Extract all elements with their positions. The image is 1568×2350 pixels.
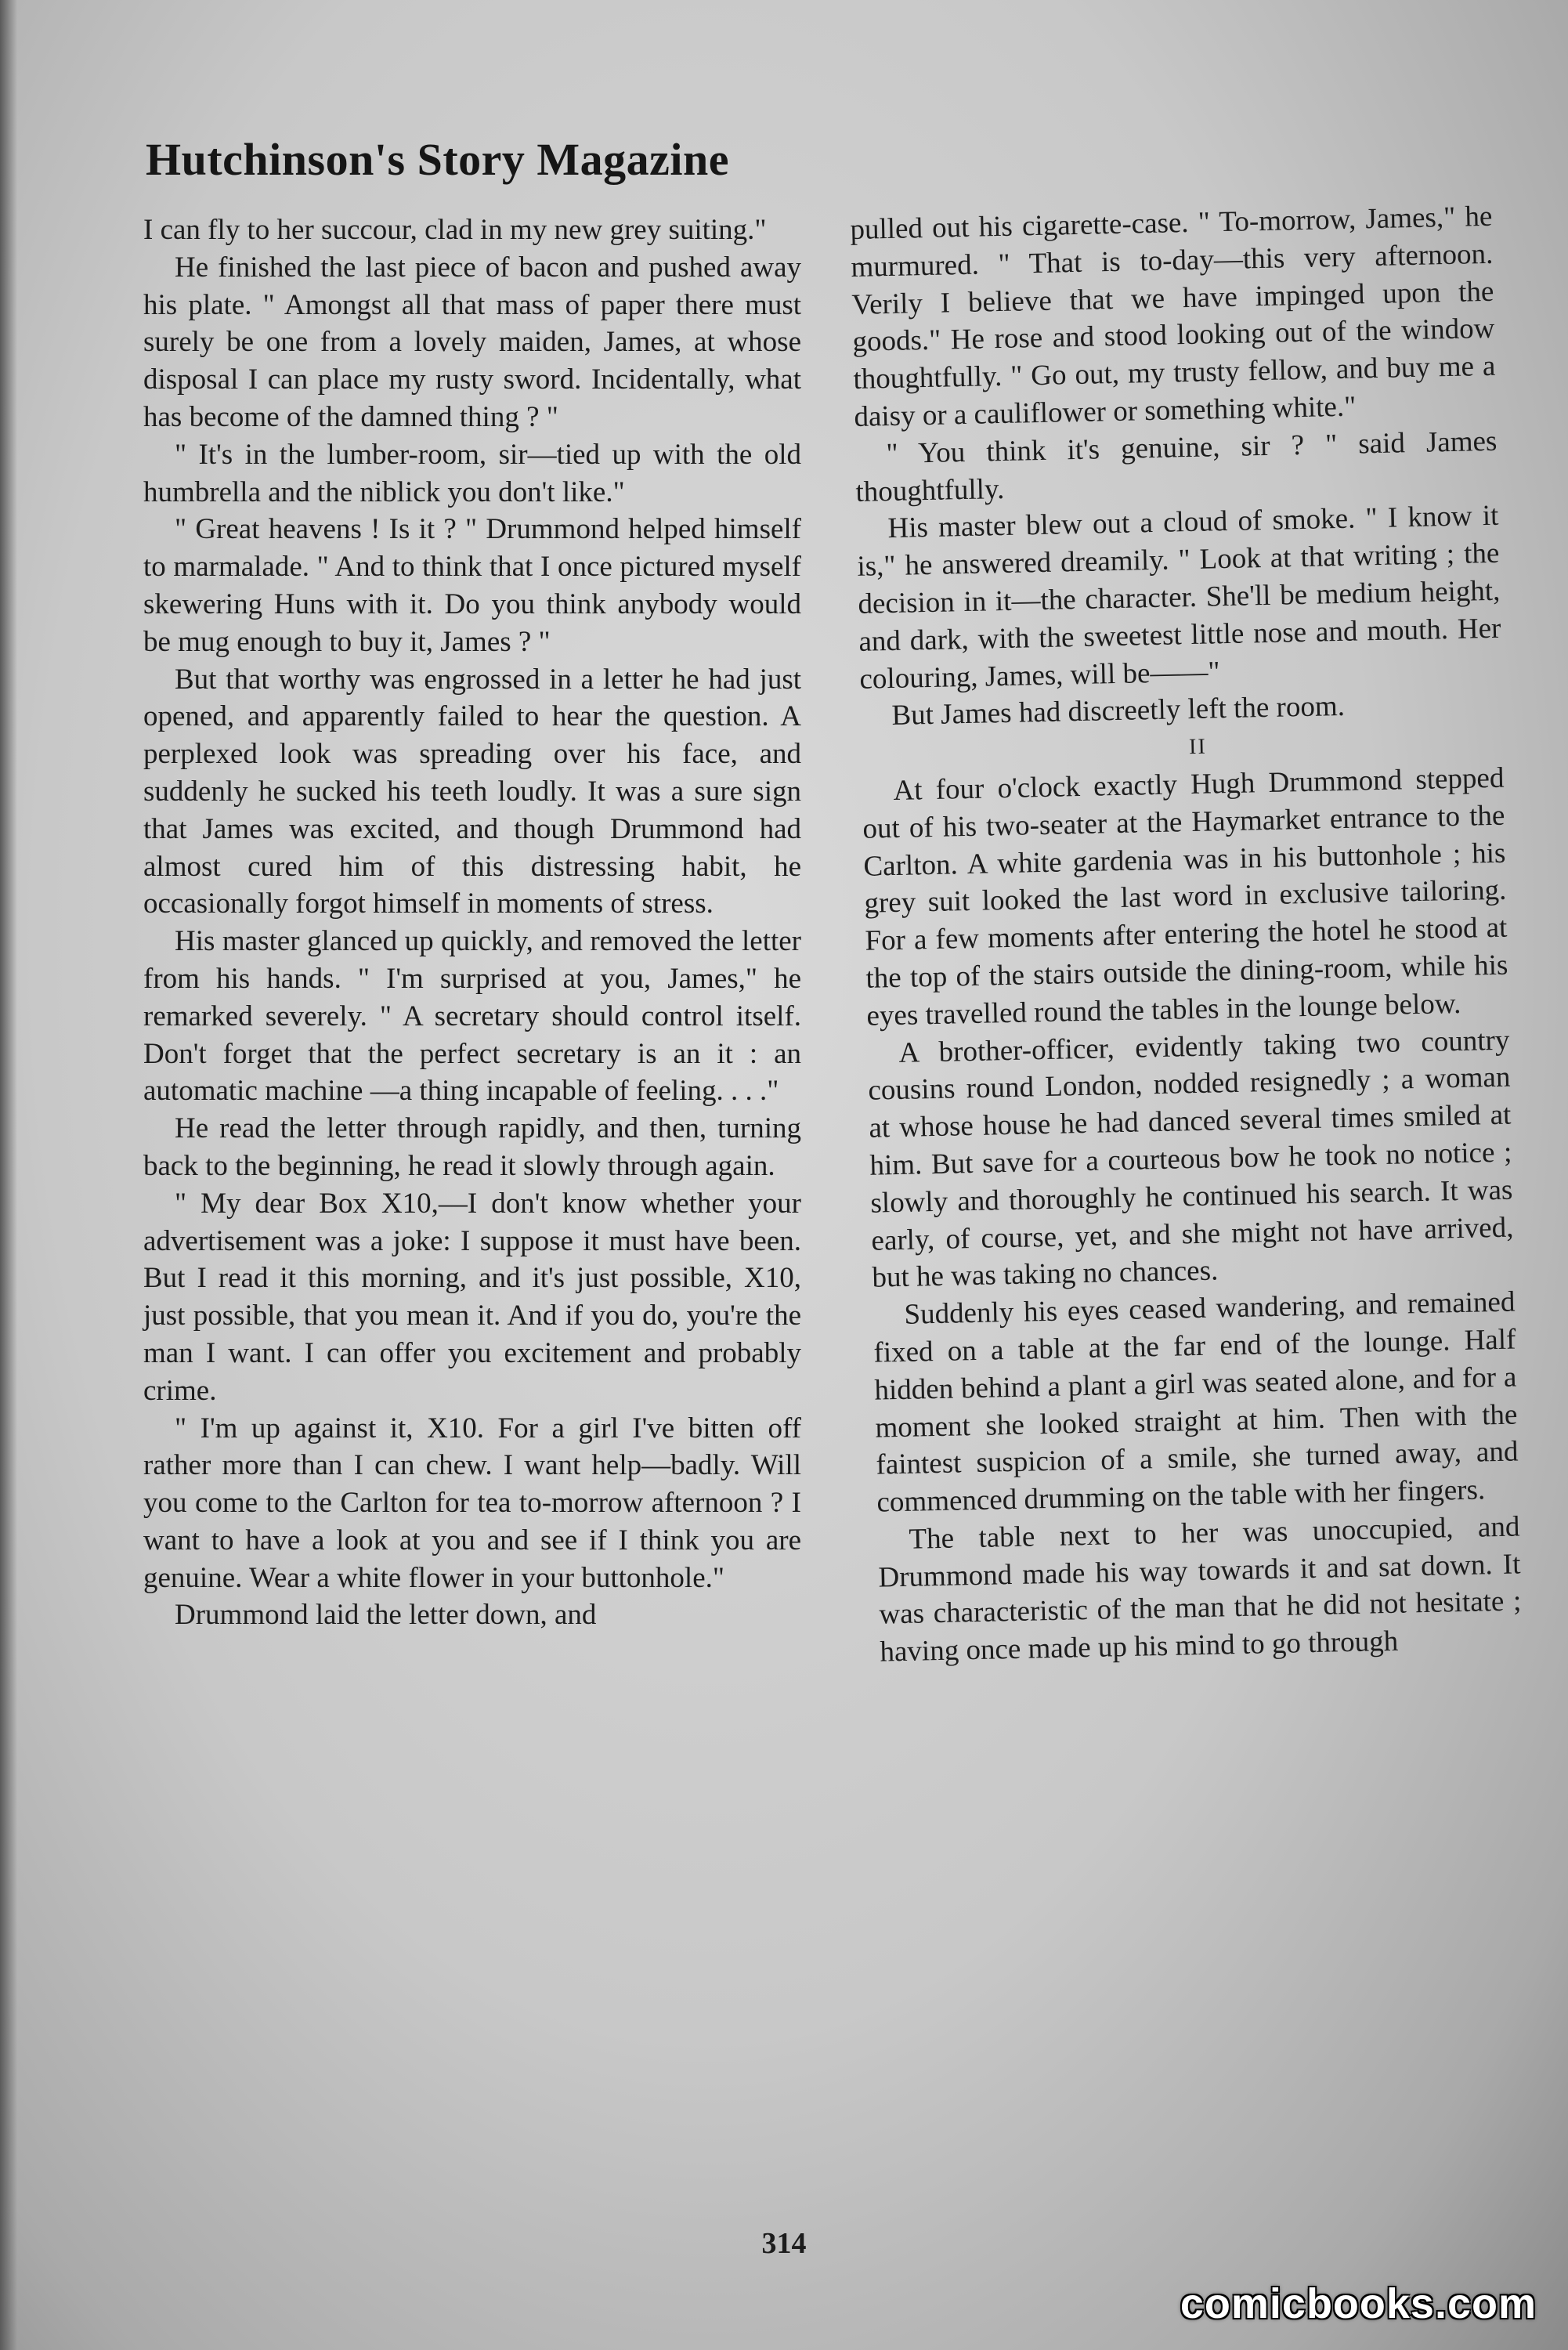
right-column xyxy=(850,198,1523,1672)
paragraph: His master glanced up quickly, and removed the letter from his hands. " I'm surprised at you, James," he remarked severely. " A secretary should control itself. Don't forget that the perfect secretary is an it : an automatic machine —a thing incapable of feeling. . . ." xyxy=(143,925,801,1108)
paragraph: The table next to her was unoccupied, and Drummond made his way towards it and sat down. It was characteristic of the man that he did not hesitate ; having once made up his mind to go through xyxy=(878,1510,1522,1668)
paragraph: At four o'clock exactly Hugh Drummond stepped out of his two-seater at the Haymarket entrance to the Carlton. A white gardenia was in his buttonhole ; his grey suit looked the last word in exclusive tailoring. For a few moments after entering the hotel he stood at the top of the stairs outside the dining-room, while his eyes travelled round the tables in the lounge below. xyxy=(862,761,1508,1032)
watermark: comicbooks.com xyxy=(1180,2280,1537,2327)
running-header: Hutchinson's Story Magazine xyxy=(146,134,729,185)
paragraph: " It's in the lumber-room, sir—tied up with the old humbrella and the niblick you don't like." xyxy=(143,438,801,508)
page-number: 314 xyxy=(761,2227,807,2260)
paragraph: But James had discreetly left the room. xyxy=(891,690,1346,732)
paragraph: His master blew out a cloud of smoke. " I know it is," he answered dreamily. " Look at that writing ; the decision in it—the character. She'll be medium height, and dark, with the sweetest little nose and mouth. Her colouring, James, will be——" xyxy=(857,500,1501,696)
page-edge-shadow xyxy=(0,0,17,2350)
paragraph: " My dear Box X10,—I don't know whether your advertisement was a joke: I suppose it must have been. But I read it this morning, and it's just possible, X10, just possible, that you mean it. And if you do, you're the man I want. I can offer you excitement and probably crime. xyxy=(143,1187,801,1407)
left-column xyxy=(143,212,801,1634)
section-number: II xyxy=(1188,734,1208,760)
paragraph: Drummond laid the letter down, and xyxy=(175,1599,597,1632)
paragraph: pulled out his cigarette-case. " To-morrow, James," he murmured. " That is to-day—this very afternoon. Verily I believe that we have impinged upon the goods." He rose and stood looking out of the window thoughtfully. " Go out, my trusty fellow, and buy me a daisy or a cauliflower or something white." xyxy=(850,200,1496,433)
paragraph: A brother-officer, evidently taking two country cousins round London, nodded resignedly ; a woman at whose house he had danced several times smiled at him. But save for a courteous bow he took no notice ; slowly and thoroughly he continued his search. It was early, of course, yet, and she might not have arrived, but he was taking no chances. xyxy=(868,1024,1514,1295)
paragraph: " You think it's genuine, sir ? " said James thoughtfully. xyxy=(855,425,1498,508)
paragraph: He finished the last piece of bacon and pushed away his plate. " Amongst all that mass of paper there must surely be one from a lovely maiden, James, at whose disposal I can place my rusty sword. Incidentally, what has become of the damned thing ? " xyxy=(143,251,801,433)
paragraph: " I'm up against it, X10. For a girl I've bitten off rather more than I can chew. I want help—badly. Will you come to the Carlton for tea to-morrow afternoon ? I want to have a look at you and see if I think you are genuine. Wear a white flower in your buttonhole." xyxy=(143,1412,801,1594)
paragraph: " Great heavens ! Is it ? " Drummond helped himself to marmalade. " And to think that I once pictured myself skewering Huns with it. Do you think anybody would be mug enough to buy it, James ? " xyxy=(143,513,801,658)
paragraph: He read the letter through rapidly, and then, turning back to the beginning, he read it slowly through again. xyxy=(143,1112,801,1182)
paragraph: I can fly to her succour, clad in my new grey suiting." xyxy=(143,214,767,246)
paragraph: But that worthy was engrossed in a letter he had just opened, and apparently failed to hear the question. A perplexed look was spreading over his face, and suddenly he sucked his teeth loudly. It was a sure sign that James was excited, and though Drummond had almost cured him of this distressing habit, he occasionally forgot himself in moments of stress. xyxy=(143,663,801,920)
paragraph: Suddenly his eyes ceased wandering, and remained fixed on a table at the far end of the lounge. Half hidden behind a plant a girl was seated alone, and for a moment she looked straight at him. Then with the faintest suspicion of a smile, she turned away, and commenced drumming on the table with her fingers. xyxy=(873,1285,1519,1519)
